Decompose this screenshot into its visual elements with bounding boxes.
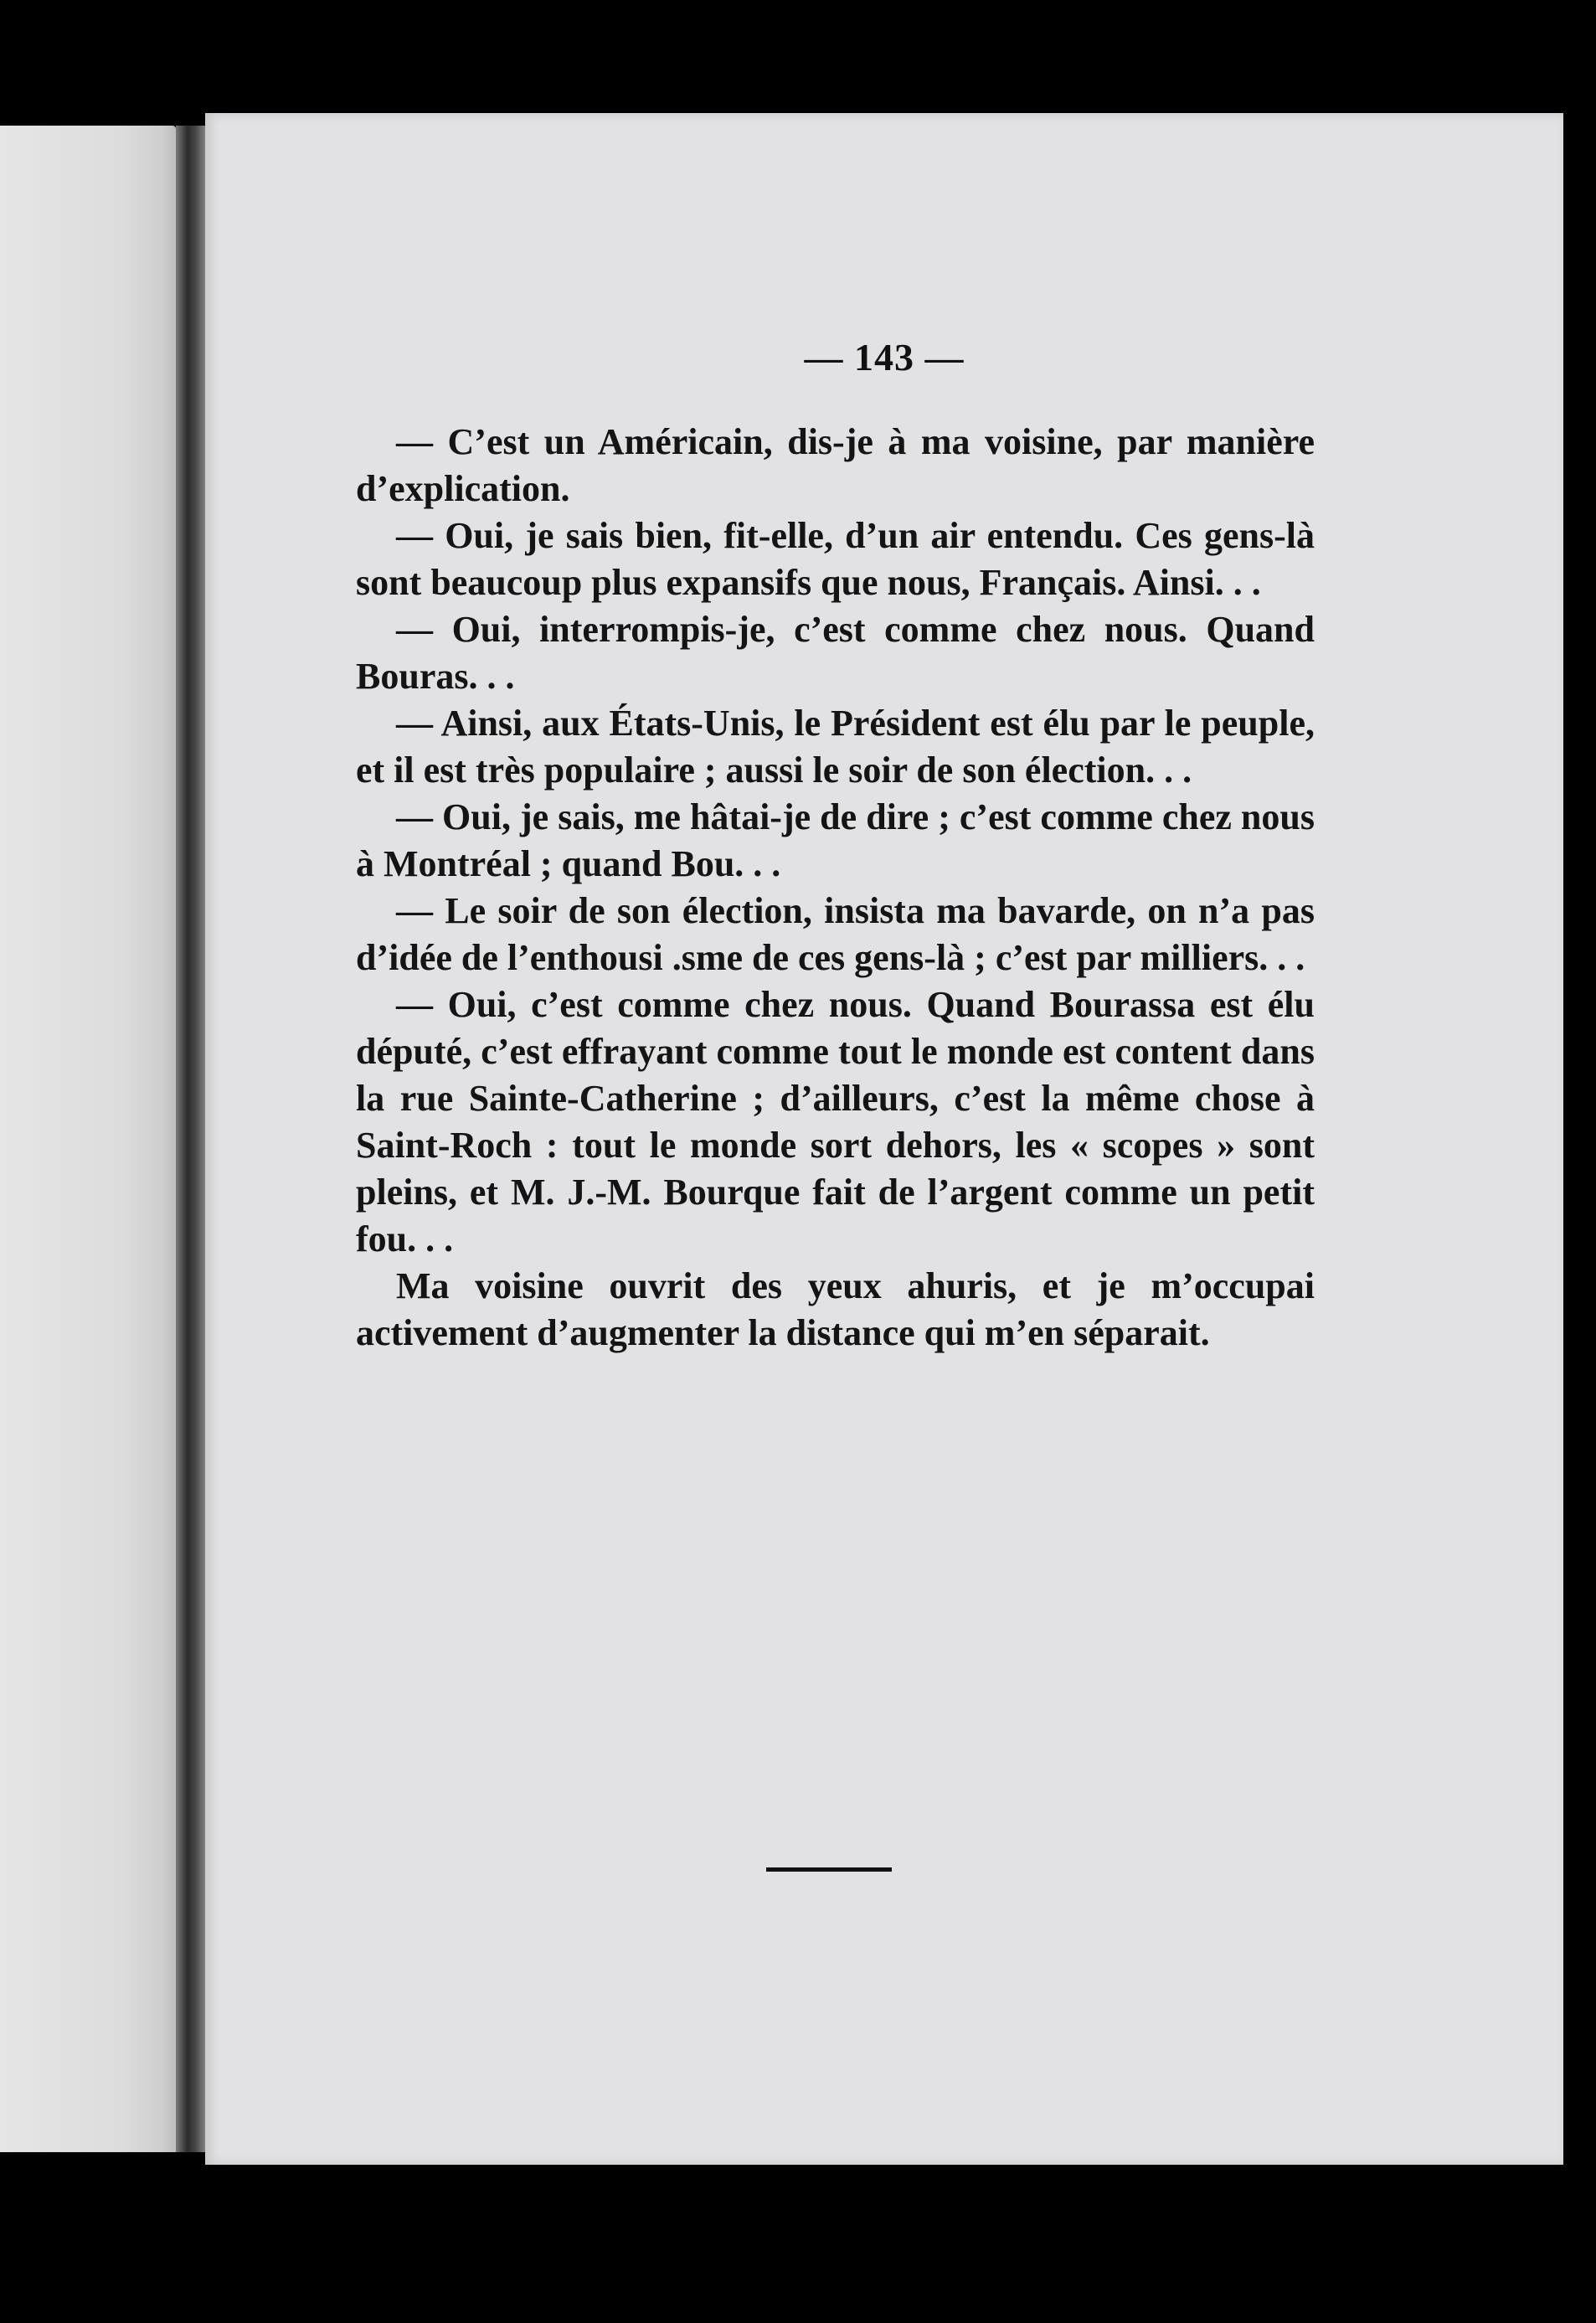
paragraph: — Le soir de son élection, insista ma bavarde, on n’a pas d’idée de l’enthousi .sme de ces gens-là ; c’est par milliers. . . bbox=[356, 890, 1315, 978]
paragraph: — Ainsi, aux États-Unis, le Président est élu par le peuple, et il est très populaire ; aussi le soir de son élection. . . bbox=[356, 703, 1315, 791]
paragraph: — Oui, je sais, me hâtai-je de dire ; c’est comme chez nous à Montréal ; quand Bou. . . bbox=[356, 796, 1315, 884]
paragraph: — Oui, je sais bien, fit-elle, d’un air entendu. Ces gens-là sont beaucoup plus expansifs que nous, Français. Ainsi. . . bbox=[356, 515, 1315, 603]
body-text bbox=[356, 419, 1315, 1357]
book-gutter bbox=[176, 126, 209, 2152]
end-rule-divider bbox=[766, 1867, 892, 1872]
paragraph: Ma voisine ouvrit des yeux ahuris, et je m’occupai activement d’augmenter la distance qui m’en séparait. bbox=[356, 1265, 1315, 1353]
paragraph: — Oui, c’est comme chez nous. Quand Bourassa est élu député, c’est effrayant comme tout le monde est content dans la rue Sainte-Catherine ; d’ailleurs, c’est la même chose à Saint-Roch : tout le monde sort dehors, les « scopes » sont pleins, et M. J.-M. Bourque fait de l’argent comme un petit fou. . . bbox=[356, 984, 1315, 1259]
facing-page-edge bbox=[0, 126, 176, 2152]
paragraph: — C’est un Américain, dis-je à ma voisine, par manière d’explication. bbox=[356, 421, 1315, 509]
book-page bbox=[205, 113, 1563, 2165]
paragraph: — Oui, interrompis-je, c’est comme chez nous. Quand Bouras. . . bbox=[356, 609, 1315, 697]
page-number: — 143 — bbox=[804, 336, 965, 379]
